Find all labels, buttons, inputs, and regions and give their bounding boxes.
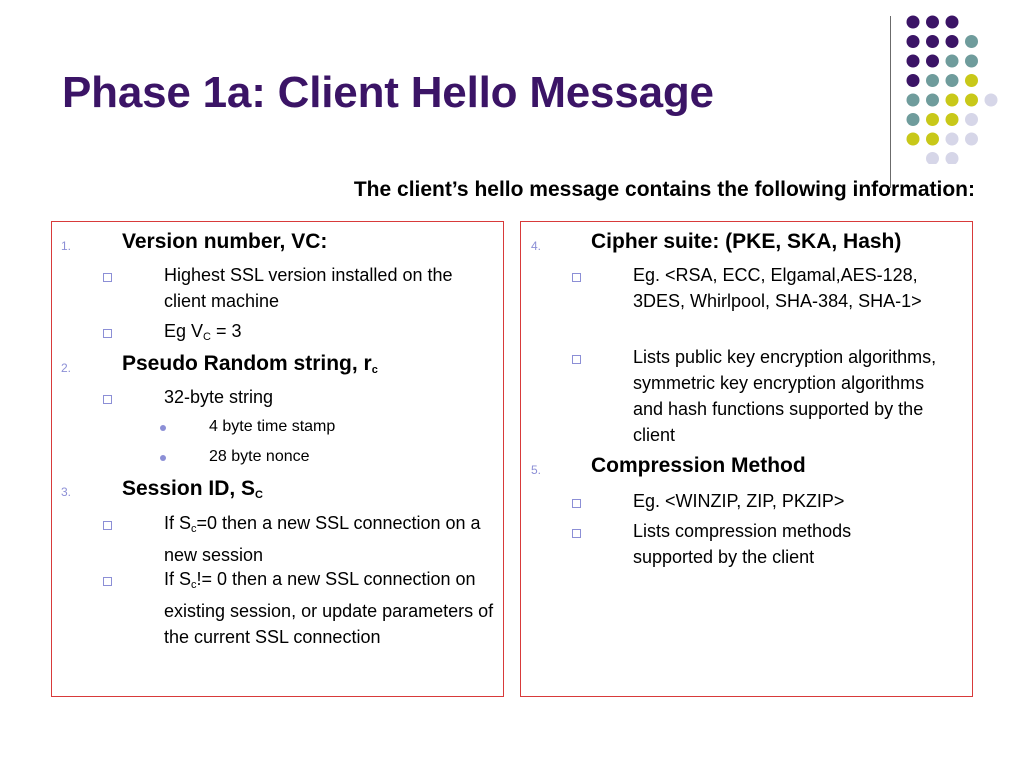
decorative-dot	[907, 35, 920, 48]
dot-bullet-icon	[160, 455, 166, 461]
decorative-dot	[946, 113, 959, 126]
bullet-text: If $S_c!= 0$ then a new SSL connection on existing session, or update parameters of the current SSL connection	[164, 569, 494, 647]
square-bullet-icon	[103, 395, 112, 404]
decorative-dot	[926, 94, 939, 107]
square-bullet-icon	[103, 329, 112, 338]
item-pseudo-random-string: Pseudo Random string, $r_c$	[122, 352, 378, 376]
bullet-text: Eg. <WINZIP, ZIP, PKZIP>	[633, 491, 845, 511]
decorative-dot	[926, 133, 939, 146]
decorative-dot	[965, 113, 978, 126]
decorative-dot	[946, 74, 959, 87]
slide-subtitle: The client’s hello message contains the following information:	[353, 178, 975, 201]
decorative-dot	[965, 94, 978, 107]
decorative-dot	[946, 16, 959, 29]
decorative-dot	[926, 152, 939, 164]
square-bullet-icon	[572, 529, 581, 538]
decorative-dot	[946, 94, 959, 107]
right-content-panel	[520, 221, 973, 697]
decorative-dot	[965, 133, 978, 146]
square-bullet-icon	[572, 499, 581, 508]
decorative-dot	[907, 113, 920, 126]
decorative-dot	[907, 16, 920, 29]
dot-bullet-icon	[160, 425, 166, 431]
decorative-dot	[907, 94, 920, 107]
decorative-dot	[926, 16, 939, 29]
bullet-text: Highest SSL version installed on the client machine	[164, 265, 453, 311]
decorative-dot	[926, 35, 939, 48]
decorative-dot	[907, 74, 920, 87]
decorative-dot	[985, 94, 998, 107]
bullet-text: 32-byte string	[164, 387, 274, 407]
list-number: 4.	[531, 239, 542, 253]
left-content-panel	[51, 221, 504, 697]
decorative-dot-grid	[906, 14, 1006, 164]
decorative-dot	[965, 55, 978, 68]
sub-bullet-text: 4 byte time stamp	[209, 418, 336, 435]
square-bullet-icon	[572, 273, 581, 282]
bullet-text-eg-vc: Eg $V_C = 3$	[164, 321, 242, 343]
square-bullet-icon	[572, 355, 581, 364]
square-bullet-icon	[103, 577, 112, 586]
list-number: 5.	[531, 463, 542, 477]
decorative-dot	[907, 55, 920, 68]
decorative-dot	[946, 133, 959, 146]
list-number: 3.	[61, 485, 72, 499]
decorative-dot	[946, 55, 959, 68]
list-number: 2.	[61, 361, 72, 375]
item-cipher-suite: Cipher suite: (PKE, SKA, Hash)	[591, 230, 902, 253]
bullet-text: Lists compression methods supported by the client	[633, 521, 852, 567]
bullet-text: If $S_c=0$ then a new SSL connection on a new session	[164, 513, 481, 565]
decorative-dot	[926, 113, 939, 126]
square-bullet-icon	[103, 521, 112, 530]
item-compression-method: Compression Method	[591, 454, 806, 477]
list-number: 1.	[61, 239, 72, 253]
decorative-dot	[926, 55, 939, 68]
title-divider-line	[890, 16, 891, 188]
slide-title: Phase 1a: Client Hello Message	[62, 68, 714, 117]
sub-bullet-text: 28 byte nonce	[209, 448, 310, 465]
decorative-dot	[907, 133, 920, 146]
item-version-number: Version number, VC:	[122, 230, 328, 253]
decorative-dot	[926, 74, 939, 87]
item-session-id: Session ID, $S_C$	[122, 477, 263, 501]
decorative-dot	[965, 35, 978, 48]
bullet-text: Lists public key encryption algorithms, symmetric key encryption algorithms and hash functions supported by the client	[633, 347, 937, 445]
decorative-dot	[946, 35, 959, 48]
bullet-text: Eg. <RSA, ECC, Elgamal,AES-128, 3DES, Whirlpool, SHA-384, SHA-1>	[633, 265, 922, 311]
decorative-dot	[946, 152, 959, 164]
decorative-dot	[965, 74, 978, 87]
square-bullet-icon	[103, 273, 112, 282]
